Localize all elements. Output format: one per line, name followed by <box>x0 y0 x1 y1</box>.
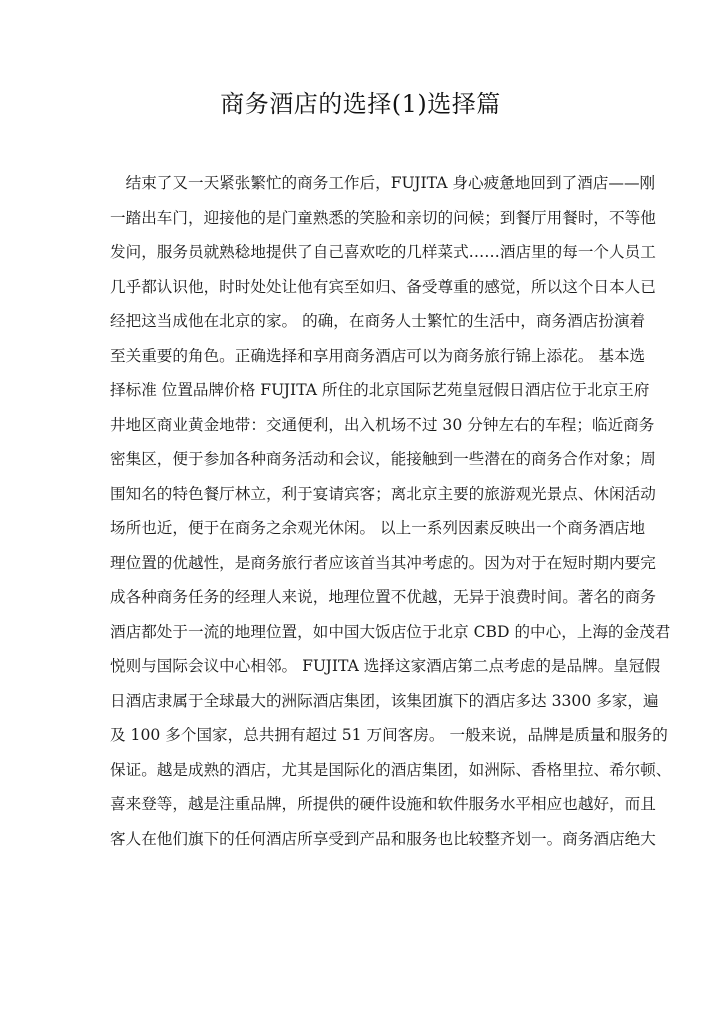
body-line: 保证。越是成熟的酒店，尤其是国际化的酒店集团，如洲际、香格里拉、希尔顿、 <box>110 760 672 779</box>
body-line: 成各种商务任务的经理人来说，地理位置不优越，无异于浪费时间。著名的商务 <box>110 588 656 606</box>
body-line: 围知名的特色餐厅林立，利于宴请宾客；离北京主要的旅游观光景点、休闲活动 <box>110 484 656 503</box>
body-line: 悦则与国际会议中心相邻。 FUJITA 选择这家酒店第二点考虑的是品牌。皇冠假 <box>110 657 661 675</box>
body-line: 结束了又一天紧张繁忙的商务工作后，FUJITA 身心疲惫地回到了酒店——刚 <box>110 174 656 192</box>
body-line: 日酒店隶属于全球最大的洲际酒店集团，该集团旗下的酒店多达 3300 多家，遍 <box>110 691 659 710</box>
body-line: 井地区商业黄金地带：交通便利，出入机场不过 30 分钟左右的车程；临近商务 <box>110 415 655 434</box>
body-line: 一踏出车门，迎接他的是门童熟悉的笑脸和亲切的问候；到餐厅用餐时，不等他 <box>110 208 656 227</box>
document-body <box>110 172 672 862</box>
document-title: 商务酒店的选择(1)选择篇 <box>220 90 501 118</box>
body-line: 密集区，便于参加各种商务活动和会议，能接触到一些潜在的商务合作对象；周 <box>110 450 656 468</box>
body-line: 酒店都处于一流的地理位置，如中国大饭店位于北京 CBD 的中心，上海的金茂君 <box>110 622 671 641</box>
body-line: 及 100 多个国家，总共拥有超过 51 万间客房。 一般来说，品牌是质量和服务的 <box>110 726 668 744</box>
body-line: 客人在他们旗下的任何酒店所享受到产品和服务也比较整齐划一。商务酒店绝大 <box>110 829 656 848</box>
body-line: 经把这当成他在北京的家。 的确，在商务人士繁忙的生活中，商务酒店扮演着 <box>110 312 646 330</box>
body-line: 理位置的优越性，是商务旅行者应该首当其冲考虑的。因为对于在短时期内要完 <box>110 553 656 572</box>
body-line: 场所也近，便于在商务之余观光休闲。 以上一系列因素反映出一个商务酒店地 <box>110 519 646 537</box>
body-line: 至关重要的角色。正确选择和享用商务酒店可以为商务旅行锦上添花。 基本选 <box>110 346 646 365</box>
body-line: 喜来登等，越是注重品牌，所提供的硬件设施和软件服务水平相应也越好，而且 <box>110 795 656 813</box>
body-line: 发问，服务员就熟稔地提供了自己喜欢吃的几样菜式……酒店里的每一个人员工 <box>110 243 656 261</box>
body-line: 几乎都认识他，时时处处让他有宾至如归、备受尊重的感觉，所以这个日本人已 <box>110 277 656 296</box>
body-line: 择标准 位置品牌价格 FUJITA 所住的北京国际艺苑皇冠假日酒店位于北京王府 <box>110 381 650 399</box>
